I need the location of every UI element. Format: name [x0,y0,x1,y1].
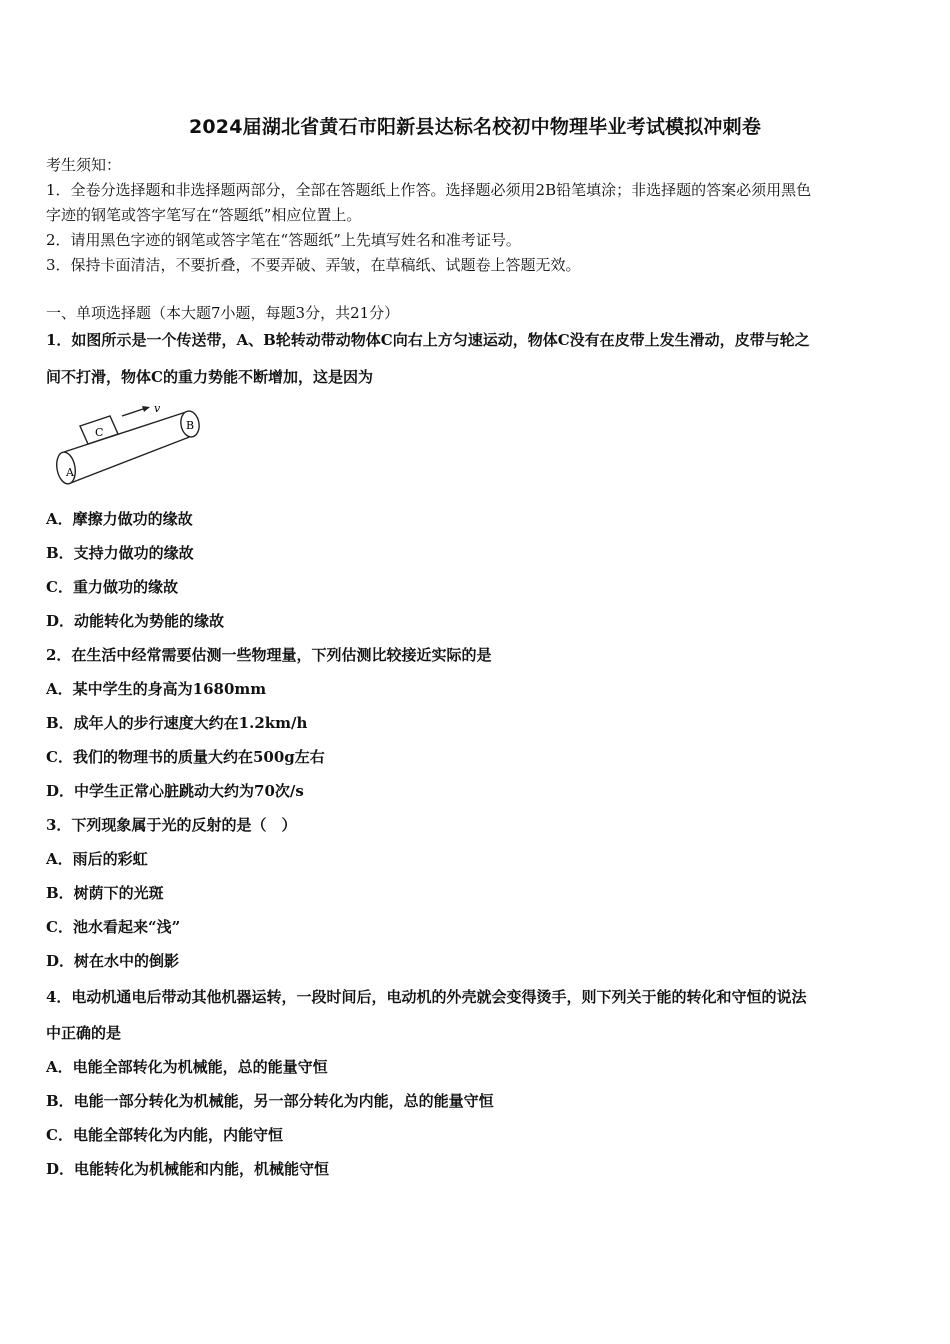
notice-item: 字迹的钢笔或答字笔写在“答题纸”相应位置上。 [46,206,362,224]
conveyor-belt-figure [46,404,211,488]
question-4-stem-cont: 中正确的是 [46,1024,122,1042]
question-4-option-c: C．电能全部转化为内能，内能守恒 [46,1126,283,1144]
question-1-stem-cont: 间不打滑，物体C的重力势能不断增加，这是因为 [46,368,373,386]
question-2-stem: 2．在生活中经常需要估测一些物理量，下列估测比较接近实际的是 [46,646,492,664]
question-1-option-c: C．重力做功的缘故 [46,578,178,596]
belt-bottom-line [68,436,192,484]
question-4-stem: 4．电动机通电后带动其他机器运转，一段时间后，电动机的外壳就会变得烫手，则下列关于能的转化和守恒的说法 [46,988,807,1006]
question-1-option-d: D．动能转化为势能的缘故 [46,612,225,630]
question-4-option-b: B．电能一部分转化为机械能，另一部分转化为内能，总的能量守恒 [46,1092,494,1110]
notice-item: 2．请用黑色字迹的钢笔或答字笔在“答题纸”上先填写姓名和准考证号。 [46,231,521,249]
question-2-option-a: A．某中学生的身高为1680mm [46,680,267,698]
label-c: C [95,426,104,439]
question-3-option-a: A．雨后的彩虹 [46,850,148,868]
question-2-option-b: B．成年人的步行速度大约在1.2km/h [46,714,308,732]
question-1-option-b: B．支持力做功的缘故 [46,544,194,562]
notice-heading: 考生须知： [46,156,122,174]
section-heading: 一、单项选择题（本大题7小题，每题3分，共21分） [46,304,400,322]
velocity-arrowhead [142,406,150,412]
question-1-stem: 1．如图所示是一个传送带，A、B轮转动带动物体C向右上方匀速运动，物体C没有在皮带上发生滑动，皮带与轮之 [46,331,810,349]
question-3-option-c: C．池水看起来“浅” [46,918,181,936]
page-title: 2024届湖北省黄石市阳新县达标名校初中物理毕业考试模拟冲刺卷 [188,116,762,138]
notice-item: 1．全卷分选择题和非选择题两部分，全部在答题纸上作答。选择题必须用2B铅笔填涂；非选择题的答案必须用黑色 [46,181,812,199]
question-4-option-d: D．电能转化为机械能和内能，机械能守恒 [46,1160,330,1178]
question-2-option-c: C．我们的物理书的质量大约在500g左右 [46,748,325,766]
question-1-option-a: A．摩擦力做功的缘故 [46,510,193,528]
velocity-arrow [122,408,146,416]
question-3-option-d: D．树在水中的倒影 [46,952,180,970]
question-4-option-a: A．电能全部转化为机械能，总的能量守恒 [46,1058,328,1076]
label-b: B [186,419,195,432]
label-v: v [154,404,161,415]
notice-item: 3．保持卡面清洁，不要折叠，不要弄破、弄皱，在草稿纸、试题卷上答题无效。 [46,256,581,274]
conveyor-belt-diagram [46,404,211,488]
label-a: A [66,466,74,479]
question-2-option-d: D．中学生正常心脏跳动大约为70次/s [46,782,304,800]
question-3-option-b: B．树荫下的光斑 [46,884,164,902]
question-3-stem: 3．下列现象属于光的反射的是（ ） [46,816,297,834]
